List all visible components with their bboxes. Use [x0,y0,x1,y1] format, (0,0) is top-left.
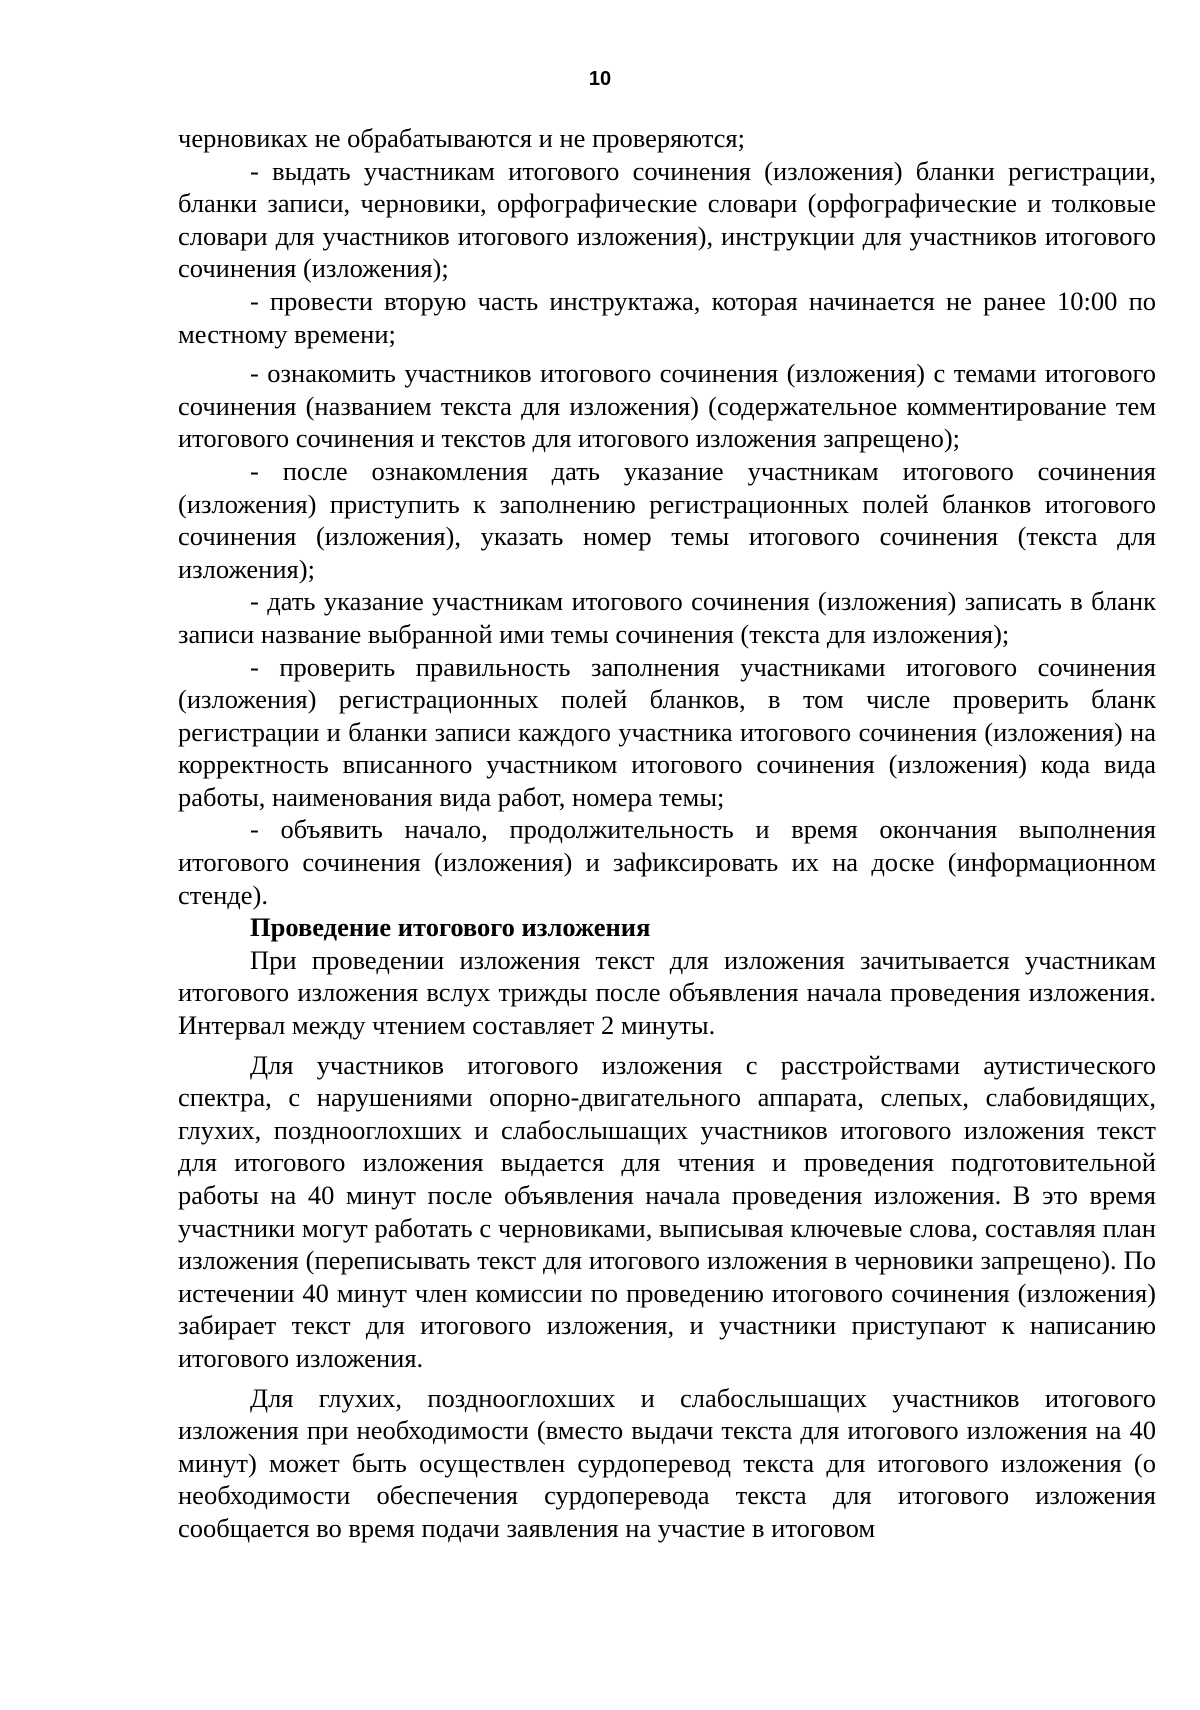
paragraph-special-needs: Для участников итогового изложения с расстройствами аутистического спектра, с нарушениями опорно-двигательного аппарата, слепых, слабовидящих, глухих, позднооглохших и слабослышащих участников итогового изложения текст для итогового изложения выдается для чтения и проведения подготовительной работы на 40 минут после объявления начала проведения изложения. В это время участники могут работать с черновиками, выписывая ключевые слова, составляя план изложения (переписывать текст для итогового изложения в черновики запрещено). По истечении 40 минут член комиссии по проведению итогового сочинения (изложения) забирает текст для итогового изложения, и участники приступают к написанию итогового изложения. [178,1049,1156,1373]
paragraph-reading-procedure: При проведении изложения текст для изложения зачитывается участникам итогового изложения вслух трижды после объявления начала проведения изложения. Интервал между чтением составляет 2 минуты. [178,944,1156,1041]
document-body [178,122,1156,1545]
list-item-announce-time: - объявить начало, продолжительность и время окончания выполнения итогового сочинения (изложения) и зафиксировать их на доске (информационном стенде). [178,814,1156,910]
list-item-check-forms: - проверить правильность заполнения участниками итогового сочинения (изложения) регистрационных полей бланков, в том числе проверить бланк регистрации и бланки записи каждого участника итогового сочинения (изложения) на корректность вписанного участником итогового сочинения (изложения) кода вида работы, наименования вида работ, номера темы; [178,651,1156,812]
list-item-second-briefing: - провести вторую часть инструктажа, которая начинается не ранее 10:00 по местному времени; [178,285,1156,349]
list-item-write-topic: - дать указание участникам итогового сочинения (изложения) записать в бланк записи название выбранной ими темы сочинения (текста для изложения); [178,586,1156,649]
list-item-issue-forms: - выдать участникам итогового сочинения (изложения) бланки регистрации, бланки записи, черновики, орфографические словари (орфографические и толковые словари для участников итогового изложения), инструкции для участников итогового сочинения (изложения); [178,155,1156,284]
list-item-introduce-topics: - ознакомить участников итогового сочинения (изложения) с темами итогового сочинения (названием текста для изложения) (содержательное комментирование тем итогового сочинения и текстов для итогового изложения запрещено); [178,358,1156,454]
paragraph-continuation: черновиках не обрабатываются и не проверяются; [178,123,745,153]
list-item-fill-registration: - после ознакомления дать указание участникам итогового сочинения (изложения) приступить к заполнению регистрационных полей бланков итогового сочинения (изложения), указать номер темы итогового сочинения (текста для изложения); [178,455,1156,584]
section-heading: Проведение итогового изложения [250,912,651,943]
paragraph-sign-language: Для глухих, позднооглохших и слабослышащих участников итогового изложения при необходимости (вместо выдачи текста для итогового изложения на 40 минут) может быть осуществлен сурдоперевод текста для итогового изложения (о необходимости обеспечения сурдоперевода текста для итогового изложения сообщается во время подачи заявления на участие в итоговом [178,1382,1156,1543]
page-number: 10 [588,68,612,90]
